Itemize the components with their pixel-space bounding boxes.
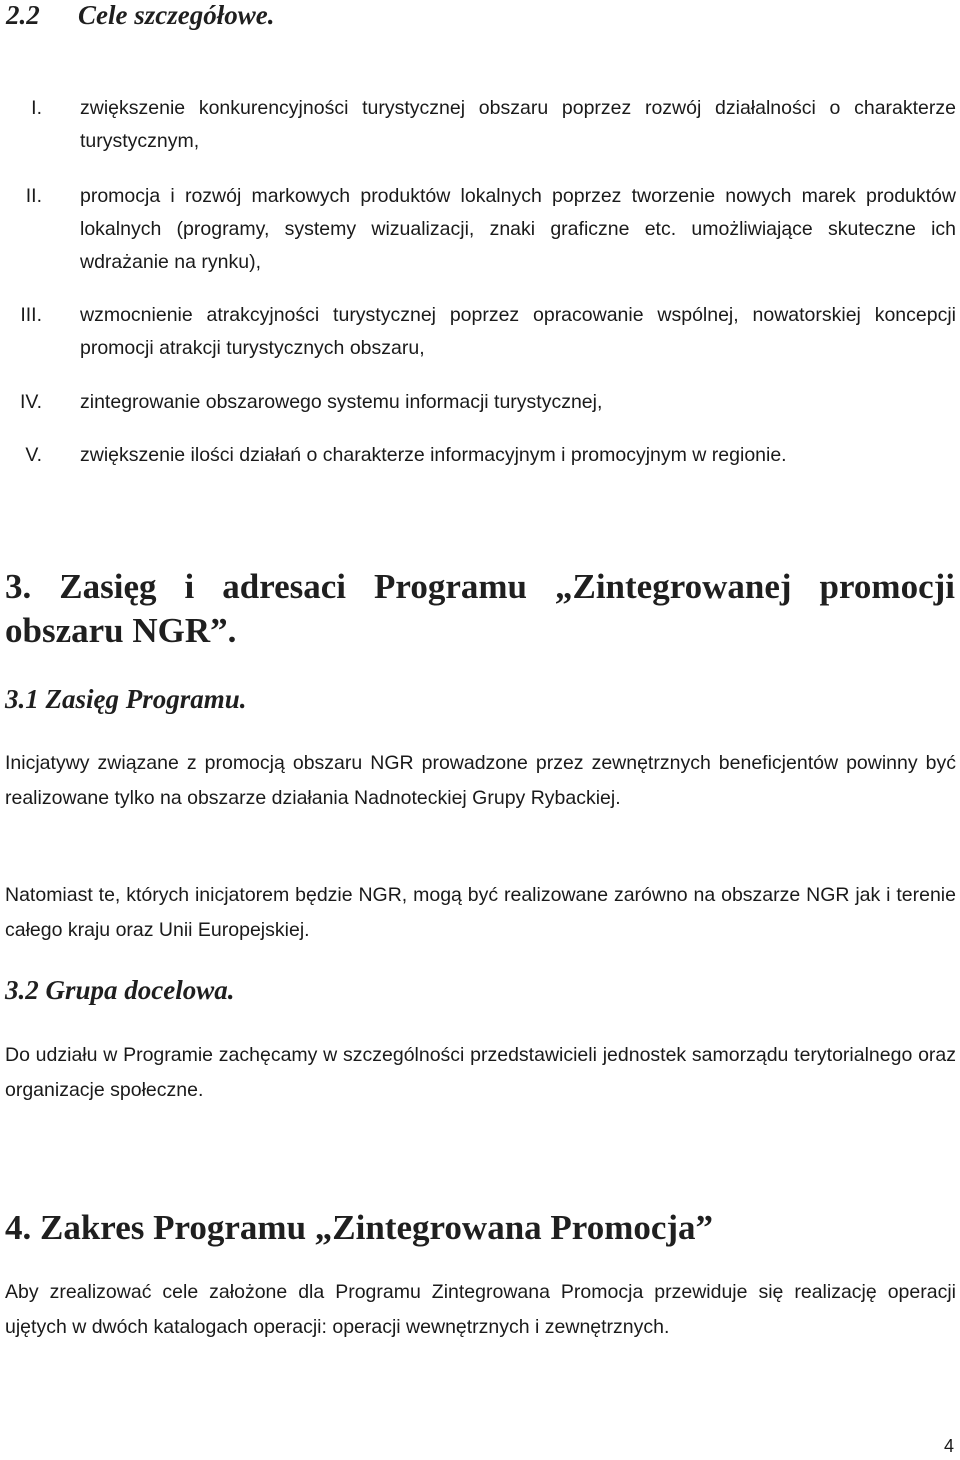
- paragraph-program-scope: Aby zrealizować cele założone dla Programu Zintegrowana Promocja przewiduje się realizację operacji ujętych w dwóch katalogach operacji: operacji wewnętrznych i zewnętrznych.: [5, 1281, 956, 1338]
- goal-number: II.: [25, 185, 42, 207]
- goal-text: zwiększenie konkurencyjności turystycznej obszaru poprzez rozwój działalności o charakterze turystycznym,: [80, 97, 956, 152]
- section-title: Cele szczegółowe.: [78, 0, 275, 30]
- paragraph-scope-2: Natomiast te, których inicjatorem będzie NGR, mogą być realizowane zarówno na obszarze NGR jak i terenie całego kraju oraz Unii Europejskiej.: [5, 884, 956, 941]
- goal-number: V.: [25, 444, 42, 466]
- section-4-heading: 4. Zakres Programu „Zintegrowana Promocja”: [5, 1208, 714, 1247]
- goal-number: IV.: [19, 391, 42, 413]
- goal-number: I.: [31, 97, 42, 119]
- section-2-2-heading: [6, 0, 274, 31]
- goal-text: wzmocnienie atrakcyjności turystycznej poprzez opracowanie wspólnej, nowatorskiej koncepcji promocji atrakcji turystycznych obszaru,: [80, 304, 956, 359]
- section-3-2-heading: 3.2 Grupa docelowa.: [5, 975, 235, 1005]
- page-number: 4: [943, 1436, 954, 1456]
- section-3-1-heading: 3.1 Zasięg Programu.: [5, 684, 247, 714]
- section-3-heading: 3. Zasięg i adresaci Programu „Zintegrowanej promocji obszaru NGR”.: [5, 567, 955, 650]
- paragraph-scope-1: Inicjatywy związane z promocją obszaru NGR prowadzone przez zewnętrznych beneficjentów powinny być realizowane tylko na obszarze działania Nadnoteckiej Grupy Rybackiej.: [5, 752, 956, 809]
- paragraph-target-group: Do udziału w Programie zachęcamy w szczególności przedstawicieli jednostek samorządu terytorialnego oraz organizacje społeczne.: [5, 1044, 956, 1101]
- goal-text: zwiększenie ilości działań o charakterze informacyjnym i promocyjnym w regionie.: [80, 444, 787, 466]
- section-number: 2.2: [6, 0, 40, 30]
- goal-text: zintegrowanie obszarowego systemu informacji turystycznej,: [80, 391, 603, 413]
- goal-text: promocja i rozwój markowych produktów lokalnych poprzez tworzenie nowych marek produktów lokalnych (programy, systemy wizualizacji, znaki graficzne etc. umożliwiające skuteczne ich wdrażanie na rynku),: [80, 185, 956, 273]
- goal-number: III.: [20, 304, 42, 326]
